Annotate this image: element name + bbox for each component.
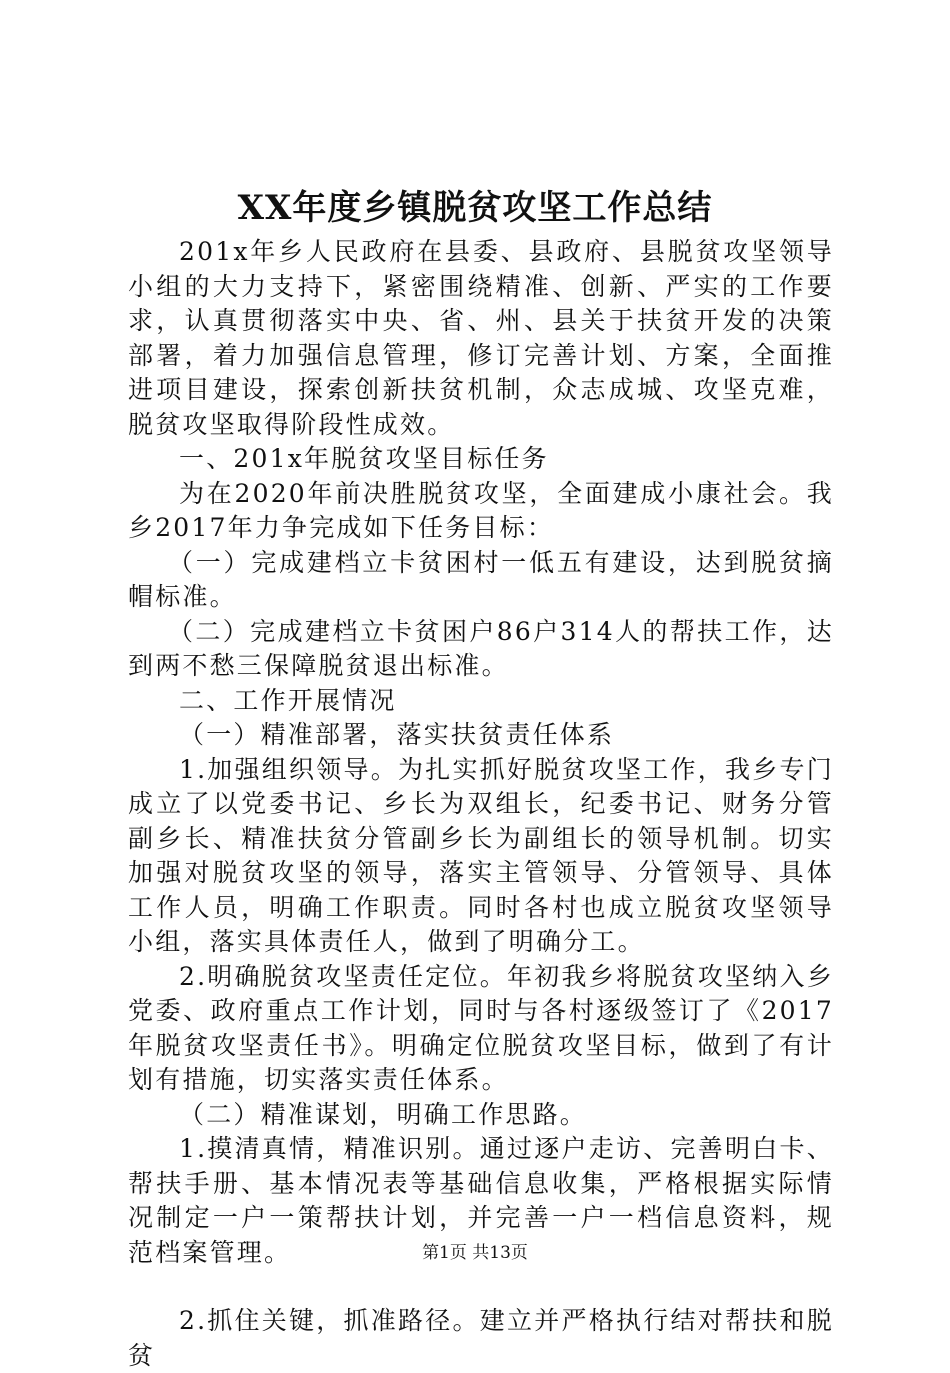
document-body [128,235,834,1373]
paragraph-item-2-1: 1.摸清真情，精准识别。通过逐户走访、完善明白卡、帮扶手册、基本情况表等基础信息收集，严格根据实际情况制定一户一策帮扶计划，并完善一户一档信息资料，规范档案管理。 [128,1134,834,1267]
section-heading-1: 一、201x年脱贫攻坚目标任务 [179,444,549,473]
section-heading-2: 二、工作开展情况 [179,685,397,715]
paragraph-goal-2: （二）完成建档立卡贫困户86户314人的帮扶工作，达到两不愁三保障脱贫退出标准。 [128,616,834,680]
page-footer: 第1页 共13页 [422,1243,528,1263]
paragraph-item-1-1: 1.加强组织领导。为扎实抓好脱贫攻坚工作，我乡专门成立了以党委书记、乡长为双组长，纪委书记、财务分管副乡长、精准扶贫分管副乡长为副组长的领导机制。切实加强对脱贫攻坚的领导，落实主管领导、分管领导、具体工作人员，明确工作职责。同时各村也成立脱贫攻坚领导小组，落实具体责任人，做到了明确分工。 [128,754,834,956]
document-title: XX年度乡镇脱贫攻坚工作总结 [237,188,713,228]
subsection-heading-1: （一）精准部署，落实扶贫责任体系 [179,720,615,749]
subsection-heading-2: （二）精准谋划，明确工作思路。 [179,1099,588,1129]
paragraph-goal: 为在2020年前决胜脱贫攻坚，全面建成小康社会。我乡2017年力争完成如下任务目标： [128,478,834,542]
paragraph-goal-1: （一）完成建档立卡贫困村一低五有建设，达到脱贫摘帽标准。 [128,547,834,611]
intro-paragraph: 201x年乡人民政府在县委、县政府、县脱贫攻坚领导小组的大力支持下，紧密围绕精准、创新、严实的工作要求，认真贯彻落实中央、省、州、县关于扶贫开发的决策部署，着力加强信息管理，修订完善计划、方案，全面推进项目建设，探索创新扶贫机制，众志成城、攻坚克难，脱贫攻坚取得阶段性成效。 [128,237,834,439]
paragraph-item-2-2: 2.抓住关键，抓准路径。建立并严格执行结对帮扶和脱贫 [128,1306,834,1370]
paragraph-item-1-2: 2.明确脱贫攻坚责任定位。年初我乡将脱贫攻坚纳入乡党委、政府重点工作计划，同时与各村逐级签订了《2017年脱贫攻坚责任书》。明确定位脱贫攻坚目标，做到了有计划有措施，切实落实责任体系。 [128,961,834,1094]
paragraph-gap [128,1270,834,1304]
